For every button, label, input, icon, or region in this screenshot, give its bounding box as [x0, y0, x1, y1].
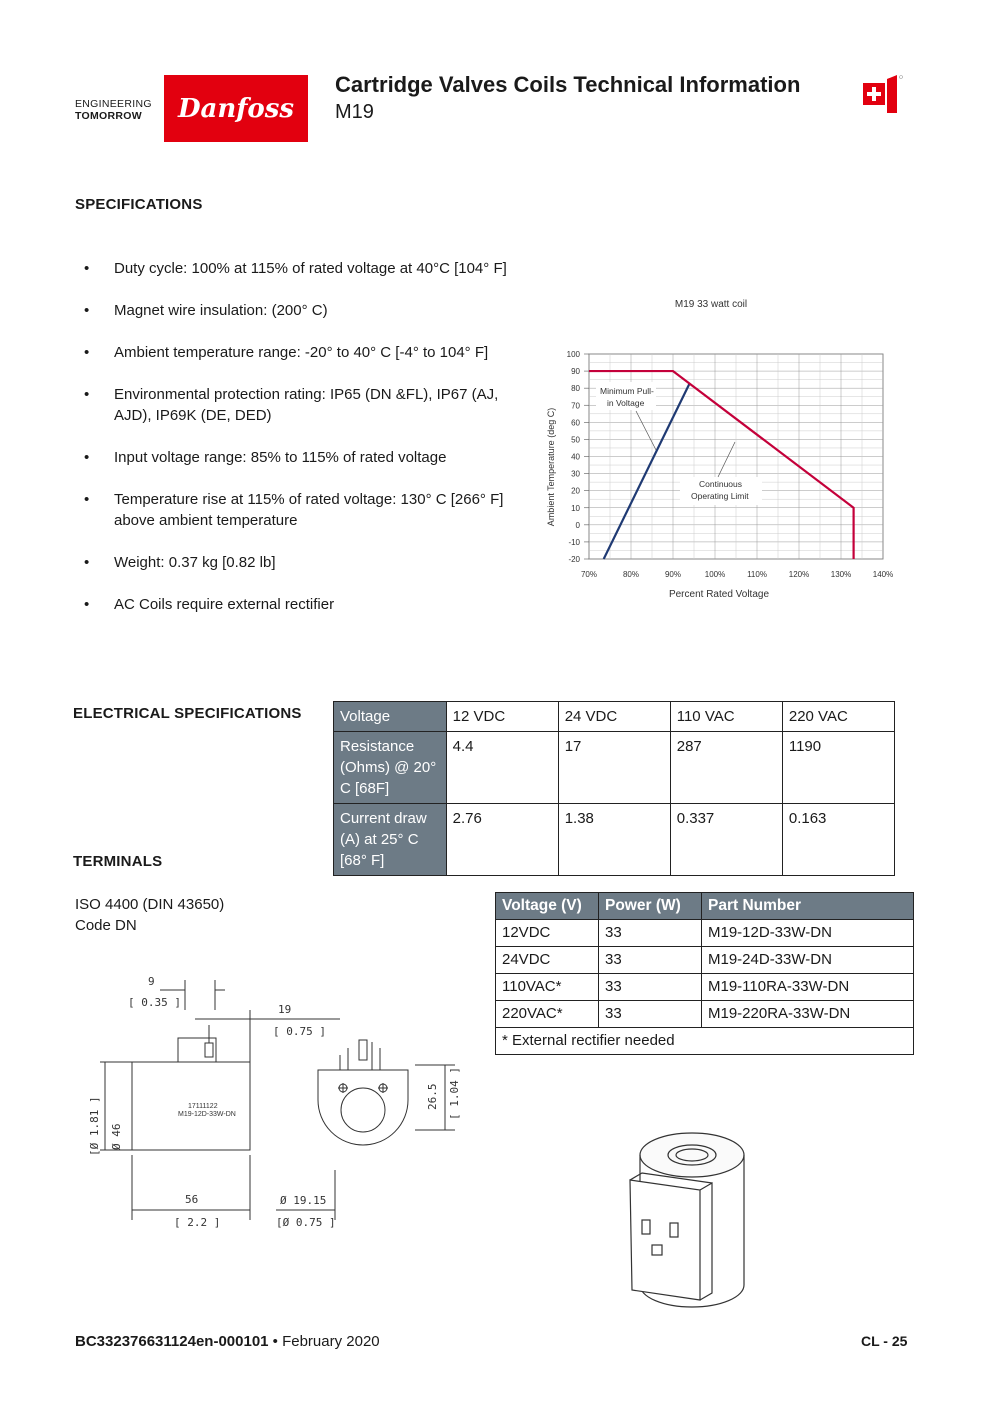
table-cell: 2.76 [446, 804, 558, 876]
column-header: Part Number [702, 893, 914, 920]
svg-text:Minimum Pull-: Minimum Pull- [600, 386, 654, 396]
dim-2-2: [ 2.2 ] [174, 1216, 221, 1229]
column-header: Power (W) [599, 893, 702, 920]
row-header: Voltage [334, 702, 447, 732]
table-cell: 0.163 [782, 804, 894, 876]
y-tick-label: -20 [568, 555, 580, 564]
table-cell: 220VAC* [496, 1001, 599, 1028]
doc-code: BC332376631124en-000101 [75, 1333, 269, 1350]
x-tick-label: 90% [664, 570, 682, 579]
y-tick-label: 20 [571, 486, 580, 496]
x-tick-label: 130% [830, 570, 852, 579]
dim-19-15: Ø 19.15 [280, 1194, 327, 1207]
coil-product-image [620, 1125, 760, 1315]
chart-ylabel: Ambient Temperature (deg C) [546, 407, 556, 527]
table-row [496, 974, 914, 1001]
table-cell: 12 VDC [446, 702, 558, 732]
logo-text: Danfoss [177, 93, 295, 124]
table-row [334, 732, 895, 804]
x-tick-label: 100% [704, 570, 726, 579]
specifications-heading: SPECIFICATIONS [75, 196, 203, 213]
table-cell: 24VDC [496, 947, 599, 974]
terminals-line2: Code DN [75, 917, 137, 934]
table-cell: M19-12D-33W-DN [702, 920, 914, 947]
table-cell: M19-24D-33W-DN [702, 947, 914, 974]
document-title: Cartridge Valves Coils Technical Information [335, 72, 801, 97]
dim-9: 9 [148, 975, 155, 988]
table-cell: 12VDC [496, 920, 599, 947]
x-tick-label: 120% [788, 570, 810, 579]
x-tick-label: 80% [622, 570, 640, 579]
table-cell: 110VAC* [496, 974, 599, 1001]
y-tick-label: -10 [568, 537, 580, 547]
list-item: • Duty cycle: 100% at 115% of rated voltage at 40°C [104° F] [84, 260, 507, 277]
table-row [496, 1001, 914, 1028]
svg-text:Operating Limit: Operating Limit [691, 491, 749, 501]
chart-y-ticks [567, 350, 589, 564]
table-cell: 33 [599, 947, 702, 974]
x-tick-label: 140% [872, 570, 894, 579]
tagline-line2: TOMORROW [75, 110, 142, 122]
dim-0-35: [ 0.35 ] [128, 996, 181, 1009]
table-cell: 1190 [782, 732, 894, 804]
list-item: • AC Coils require external rectifier [84, 596, 335, 613]
table-cell: 33 [599, 1001, 702, 1028]
list-item: • Input voltage range: 85% to 115% of rated voltage [84, 449, 447, 466]
table-cell: M19-110RA-33W-DN [702, 974, 914, 1001]
footer-doc-info [75, 1333, 380, 1350]
electrical-table [333, 701, 895, 876]
table-header-row [496, 893, 914, 920]
y-tick-label: 10 [571, 503, 580, 513]
electrical-heading: ELECTRICAL SPECIFICATIONS [73, 705, 302, 722]
table-cell: 4.4 [446, 732, 558, 804]
dim-0-75: [ 0.75 ] [273, 1025, 326, 1038]
y-tick-label: 80 [571, 384, 580, 394]
tagline [75, 98, 152, 122]
terminals-line1: ISO 4400 (DIN 43650) [75, 896, 225, 913]
table-row [334, 702, 895, 732]
chart-title: M19 33 watt coil [674, 299, 748, 310]
parts-table [495, 892, 914, 1055]
table-cell: 17 [558, 732, 670, 804]
y-tick-label: 0 [575, 520, 580, 530]
column-header: Voltage (V) [496, 893, 599, 920]
dim-46: Ø 46 [110, 1123, 123, 1150]
dim-0-75b: [Ø 0.75 ] [276, 1216, 336, 1229]
doc-date: • February 2020 [268, 1333, 380, 1350]
terminals-heading: TERMINALS [73, 853, 163, 870]
table-row [496, 947, 914, 974]
list-item: • Ambient temperature range: -20° to 40° C [-4° to 104° F] [84, 344, 489, 361]
table-cell: M19-220RA-33W-DN [702, 1001, 914, 1028]
table-row [496, 1028, 914, 1055]
terminals-text [75, 894, 224, 936]
page-number: CL - 25 [861, 1333, 908, 1349]
dim-26-5: 26.5 [426, 1083, 439, 1110]
dim-56: 56 [185, 1193, 199, 1206]
danfoss-logo [164, 75, 308, 142]
row-header: Resistance (Ohms) @ 20° C [68F] [334, 732, 447, 804]
svg-text:Continuous: Continuous [699, 479, 743, 489]
coil-dimension-drawing [90, 970, 480, 1235]
table-cell: 1.38 [558, 804, 670, 876]
y-tick-label: 30 [571, 469, 580, 479]
tagline-line1: ENGINEERING [75, 98, 152, 110]
list-item: • Temperature rise at 115% of rated voltage: 130° C [266° F] above ambient temperature [84, 491, 504, 529]
row-header: Current draw (A) at 25° C [68° F] [334, 804, 447, 876]
x-tick-label: 110% [747, 570, 767, 579]
table-cell: 33 [599, 920, 702, 947]
table-cell: 0.337 [670, 804, 782, 876]
dim-19: 19 [278, 1003, 292, 1016]
y-tick-label: 70 [571, 401, 580, 411]
x-tick-label: 70% [580, 570, 598, 579]
y-tick-label: 60 [571, 418, 580, 428]
table-cell: 220 VAC [782, 702, 894, 732]
dim-1-81: [Ø 1.81 ] [88, 1096, 101, 1156]
dim-1-04: [ 1.04 ] [448, 1067, 461, 1120]
list-item: • Magnet wire insulation: (200° C) [84, 302, 328, 319]
chart-xlabel: Percent Rated Voltage [668, 589, 770, 600]
y-tick-label: 40 [571, 452, 580, 462]
table-row [496, 920, 914, 947]
table-note: * External rectifier needed [496, 1028, 914, 1055]
document-subtitle: M19 [335, 101, 374, 123]
table-row [334, 804, 895, 876]
specifications-list [80, 258, 530, 636]
table-cell: 24 VDC [558, 702, 670, 732]
y-tick-label: 100 [566, 350, 580, 359]
svg-text:in Voltage: in Voltage [607, 398, 645, 408]
list-item: • Weight: 0.37 kg [0.82 lb] [84, 554, 276, 571]
y-tick-label: 50 [571, 435, 580, 445]
table-cell: 287 [670, 732, 782, 804]
table-cell: 33 [599, 974, 702, 1001]
table-cell: 110 VAC [670, 702, 782, 732]
temperature-chart [540, 290, 900, 610]
plus-one-icon [863, 75, 903, 113]
chart-x-ticks [581, 570, 893, 579]
label-line2: M19-12D-33W-DN [178, 1111, 236, 1118]
y-tick-label: 90 [571, 367, 580, 377]
label-line1: 17111122 [188, 1103, 218, 1110]
list-item: • Environmental protection rating: IP65 (DN &FL), IP67 (AJ, AJD), IP69K (DE, DED) [84, 386, 499, 424]
